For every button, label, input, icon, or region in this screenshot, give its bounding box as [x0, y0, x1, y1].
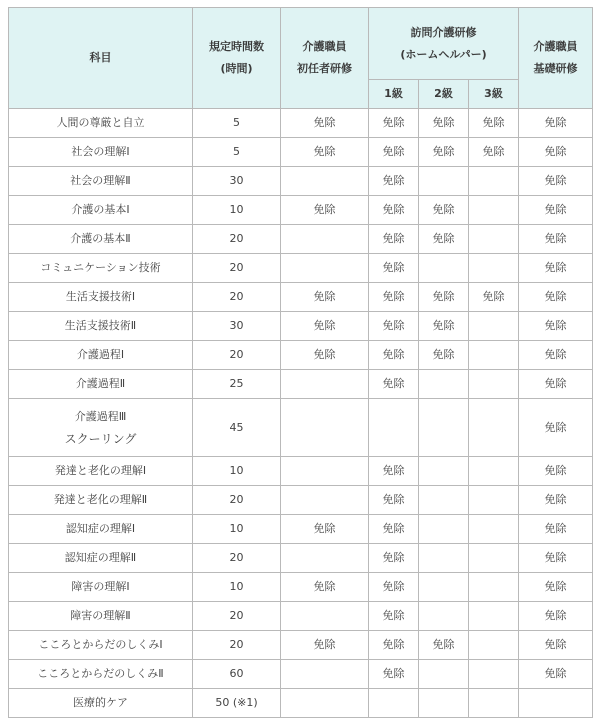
table-row [9, 457, 593, 486]
header-level1: 1級 [369, 80, 419, 109]
subject-cell: コミュニケーション技術 [9, 254, 193, 283]
level2-cell [419, 660, 469, 689]
hours-cell: 10 [193, 457, 281, 486]
shoninsha-cell: 免除 [281, 138, 369, 167]
table-row [9, 167, 593, 196]
hours-cell: 60 [193, 660, 281, 689]
table-row [9, 254, 593, 283]
kiso-cell: 免除 [519, 660, 593, 689]
level2-cell [419, 544, 469, 573]
kiso-cell: 免除 [519, 515, 593, 544]
subject-cell: 生活支援技術Ⅰ [9, 283, 193, 312]
shoninsha-cell: 免除 [281, 312, 369, 341]
level1-cell: 免除 [369, 515, 419, 544]
level1-cell: 免除 [369, 660, 419, 689]
table-row [9, 602, 593, 631]
kiso-cell: 免除 [519, 312, 593, 341]
level2-cell [419, 486, 469, 515]
subject-cell: 人間の尊厳と自立 [9, 109, 193, 138]
level1-cell: 免除 [369, 109, 419, 138]
level3-cell [469, 631, 519, 660]
hours-cell: 5 [193, 138, 281, 167]
level3-cell [469, 312, 519, 341]
table-row [9, 515, 593, 544]
level2-cell [419, 399, 469, 457]
level1-cell: 免除 [369, 631, 419, 660]
table-row [9, 399, 593, 457]
subject-cell: 障害の理解Ⅱ [9, 602, 193, 631]
table-row [9, 631, 593, 660]
header-level2: 2級 [419, 80, 469, 109]
level2-cell: 免除 [419, 109, 469, 138]
shoninsha-cell [281, 225, 369, 254]
header-homon-kaigo: 訪問介護研修 (ホームヘルパー) [369, 8, 519, 80]
level2-cell: 免除 [419, 283, 469, 312]
level3-cell: 免除 [469, 283, 519, 312]
level2-cell: 免除 [419, 138, 469, 167]
level3-cell: 免除 [469, 138, 519, 167]
table-row [9, 689, 593, 718]
level1-cell: 免除 [369, 254, 419, 283]
hours-cell: 45 [193, 399, 281, 457]
kiso-cell: 免除 [519, 138, 593, 167]
hours-cell: 20 [193, 283, 281, 312]
shoninsha-cell [281, 399, 369, 457]
kiso-cell: 免除 [519, 486, 593, 515]
shoninsha-cell: 免除 [281, 573, 369, 602]
level1-cell: 免除 [369, 457, 419, 486]
subject-cell: 介護の基本Ⅰ [9, 196, 193, 225]
kiso-cell: 免除 [519, 573, 593, 602]
subject-cell: 認知症の理解Ⅱ [9, 544, 193, 573]
level2-cell: 免除 [419, 196, 469, 225]
hours-cell: 20 [193, 225, 281, 254]
level2-cell [419, 370, 469, 399]
level1-cell: 免除 [369, 196, 419, 225]
exemption-table [8, 7, 593, 718]
hours-cell: 50 (※1) [193, 689, 281, 718]
hours-cell: 30 [193, 167, 281, 196]
kiso-cell: 免除 [519, 167, 593, 196]
hours-cell: 5 [193, 109, 281, 138]
subject-cell: 介護過程Ⅰ [9, 341, 193, 370]
level3-cell [469, 370, 519, 399]
shoninsha-cell: 免除 [281, 515, 369, 544]
level1-cell: 免除 [369, 370, 419, 399]
level1-cell: 免除 [369, 544, 419, 573]
hours-cell: 20 [193, 631, 281, 660]
table-row [9, 370, 593, 399]
subject-cell: 発達と老化の理解Ⅰ [9, 457, 193, 486]
hours-cell: 20 [193, 341, 281, 370]
hours-cell: 10 [193, 515, 281, 544]
hours-cell: 10 [193, 196, 281, 225]
table-row [9, 283, 593, 312]
hours-cell: 25 [193, 370, 281, 399]
shoninsha-cell [281, 602, 369, 631]
level2-cell [419, 457, 469, 486]
level3-cell [469, 486, 519, 515]
shoninsha-cell [281, 457, 369, 486]
subject-cell: 社会の理解Ⅰ [9, 138, 193, 167]
level3-cell: 免除 [469, 109, 519, 138]
level3-cell [469, 515, 519, 544]
level2-cell: 免除 [419, 312, 469, 341]
level2-cell [419, 515, 469, 544]
hours-cell: 10 [193, 573, 281, 602]
kiso-cell: 免除 [519, 631, 593, 660]
subject-cell: 認知症の理解Ⅰ [9, 515, 193, 544]
hours-cell: 20 [193, 254, 281, 283]
level2-cell: 免除 [419, 631, 469, 660]
subject-cell: 社会の理解Ⅱ [9, 167, 193, 196]
kiso-cell: 免除 [519, 399, 593, 457]
subject-cell: 介護過程Ⅱ [9, 370, 193, 399]
table-row [9, 341, 593, 370]
level3-cell [469, 602, 519, 631]
table-row [9, 109, 593, 138]
hours-cell: 20 [193, 602, 281, 631]
level3-cell [469, 660, 519, 689]
level3-cell [469, 341, 519, 370]
level1-cell: 免除 [369, 341, 419, 370]
kiso-cell: 免除 [519, 544, 593, 573]
kiso-cell: 免除 [519, 283, 593, 312]
level3-cell [469, 196, 519, 225]
level2-cell: 免除 [419, 225, 469, 254]
header-shoninsha: 介護職員 初任者研修 [281, 8, 369, 109]
level1-cell: 免除 [369, 283, 419, 312]
kiso-cell: 免除 [519, 341, 593, 370]
table-header [9, 8, 593, 109]
table-row [9, 196, 593, 225]
kiso-cell: 免除 [519, 196, 593, 225]
level1-cell: 免除 [369, 138, 419, 167]
subject-cell: 介護の基本Ⅱ [9, 225, 193, 254]
subject-cell: 生活支援技術Ⅱ [9, 312, 193, 341]
header-subject: 科目 [9, 8, 193, 109]
shoninsha-cell [281, 254, 369, 283]
hours-cell: 20 [193, 486, 281, 515]
header-hours: 規定時間数 (時間) [193, 8, 281, 109]
level1-cell [369, 689, 419, 718]
shoninsha-cell [281, 167, 369, 196]
level2-cell: 免除 [419, 341, 469, 370]
shoninsha-cell: 免除 [281, 109, 369, 138]
level3-cell [469, 254, 519, 283]
table-body [9, 109, 593, 718]
level3-cell [469, 225, 519, 254]
kiso-cell: 免除 [519, 370, 593, 399]
table-row [9, 660, 593, 689]
subject-cell: 発達と老化の理解Ⅱ [9, 486, 193, 515]
hours-cell: 30 [193, 312, 281, 341]
table-row [9, 312, 593, 341]
level3-cell [469, 689, 519, 718]
kiso-cell: 免除 [519, 457, 593, 486]
subject-cell: こころとからだのしくみⅠ [9, 631, 193, 660]
level1-cell: 免除 [369, 573, 419, 602]
table-row [9, 544, 593, 573]
shoninsha-cell [281, 544, 369, 573]
table-row [9, 225, 593, 254]
level2-cell [419, 167, 469, 196]
level3-cell [469, 167, 519, 196]
level3-cell [469, 544, 519, 573]
level3-cell [469, 573, 519, 602]
level1-cell: 免除 [369, 486, 419, 515]
level2-cell [419, 689, 469, 718]
kiso-cell: 免除 [519, 109, 593, 138]
header-kiso: 介護職員 基礎研修 [519, 8, 593, 109]
table-row [9, 138, 593, 167]
subject-cell: こころとからだのしくみⅡ [9, 660, 193, 689]
shoninsha-cell: 免除 [281, 631, 369, 660]
level3-cell [469, 457, 519, 486]
level2-cell [419, 254, 469, 283]
shoninsha-cell: 免除 [281, 341, 369, 370]
level1-cell [369, 399, 419, 457]
level1-cell: 免除 [369, 167, 419, 196]
shoninsha-cell [281, 370, 369, 399]
kiso-cell: 免除 [519, 602, 593, 631]
subject-cell: 医療的ケア [9, 689, 193, 718]
shoninsha-cell: 免除 [281, 283, 369, 312]
table-row [9, 486, 593, 515]
subject-cell: 障害の理解Ⅰ [9, 573, 193, 602]
kiso-cell: 免除 [519, 254, 593, 283]
subject-cell: 介護過程Ⅲ スクーリング [9, 399, 193, 457]
level3-cell [469, 399, 519, 457]
level1-cell: 免除 [369, 312, 419, 341]
table-row [9, 573, 593, 602]
level2-cell [419, 573, 469, 602]
level2-cell [419, 602, 469, 631]
kiso-cell: 免除 [519, 225, 593, 254]
kiso-cell [519, 689, 593, 718]
level1-cell: 免除 [369, 225, 419, 254]
header-level3: 3級 [469, 80, 519, 109]
shoninsha-cell: 免除 [281, 196, 369, 225]
hours-cell: 20 [193, 544, 281, 573]
level1-cell: 免除 [369, 602, 419, 631]
shoninsha-cell [281, 660, 369, 689]
shoninsha-cell [281, 689, 369, 718]
shoninsha-cell [281, 486, 369, 515]
